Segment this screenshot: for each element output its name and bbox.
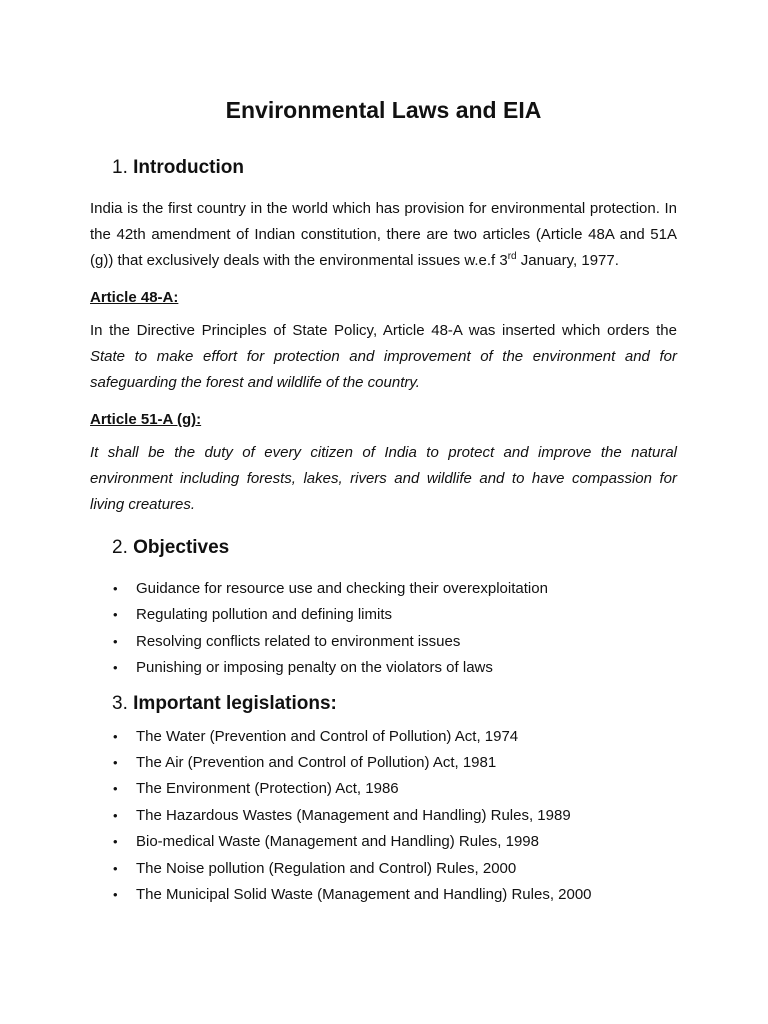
- intro-text: India is the first country in the world which has provision for environmental protection. In the 42th amendment of Indian constitution, there are two articles (Article 48A and 51A (g)) that exclusively deals with the environmental issues w.e.f 3: [90, 200, 677, 269]
- document-title: Environmental Laws and EIA: [225, 97, 542, 123]
- bullet-icon: •: [113, 834, 118, 850]
- intro-superscript: rd: [507, 251, 517, 262]
- bullet-icon: •: [113, 807, 118, 823]
- section-number: 3.: [112, 692, 128, 714]
- list-item: [90, 776, 677, 802]
- list-item-text: Regulating pollution and defining limits: [136, 606, 392, 624]
- intro-paragraph: [90, 196, 677, 274]
- bullet-icon: •: [113, 781, 118, 797]
- list-item-text: Punishing or imposing penalty on the violators of laws: [136, 659, 493, 677]
- list-item: [90, 602, 677, 628]
- list-item: [90, 655, 677, 681]
- list-item-text: The Municipal Solid Waste (Management and Handling) Rules, 2000: [136, 886, 592, 904]
- list-item: [90, 856, 677, 882]
- list-item-text: The Environment (Protection) Act, 1986: [136, 780, 399, 798]
- list-item-text: The Noise pollution (Regulation and Control) Rules, 2000: [136, 859, 517, 877]
- section-title: Important legislations:: [133, 692, 337, 714]
- section-heading-objectives: [90, 532, 677, 564]
- intro-text-end: January, 1977.: [516, 252, 619, 269]
- section-number: 1.: [112, 157, 128, 178]
- objectives-list: [90, 576, 677, 682]
- bullet-icon: •: [113, 660, 118, 676]
- article-48a-italic-text: State to make effort for protection and improvement of the environment and for safeguarding the forest and wildlife of the country.: [90, 348, 677, 391]
- list-item-text: Bio-medical Waste (Management and Handling) Rules, 1998: [136, 833, 539, 851]
- list-item: [90, 724, 677, 750]
- list-item-text: The Air (Prevention and Control of Pollution) Act, 1981: [136, 754, 497, 772]
- list-item: [90, 882, 677, 908]
- bullet-icon: •: [113, 607, 118, 623]
- article-51a-paragraph: [90, 440, 677, 518]
- list-item-text: Resolving conflicts related to environment issues: [136, 632, 461, 650]
- bullet-icon: •: [113, 860, 118, 876]
- bullet-icon: •: [113, 581, 118, 596]
- bullet-icon: •: [113, 887, 118, 903]
- section-title: Objectives: [133, 537, 230, 558]
- article-51a-heading: Article 51-A (g):: [90, 411, 202, 428]
- article-48a-paragraph: [90, 318, 677, 396]
- section-heading-legislations: [90, 688, 677, 720]
- article-51a-italic-text: It shall be the duty of every citizen of India to protect and improve the natural environment including forests, lakes, rivers and wildlife and to have compassion for living creatures.: [90, 444, 677, 513]
- section-number: 2.: [112, 537, 128, 558]
- list-item-text: Guidance for resource use and checking their overexploitation: [136, 580, 548, 597]
- bullet-icon: •: [113, 755, 118, 771]
- bullet-icon: •: [113, 633, 118, 649]
- bullet-icon: •: [113, 728, 118, 744]
- list-item: [90, 750, 677, 776]
- list-item-text: The Hazardous Wastes (Management and Handling) Rules, 1989: [136, 806, 571, 824]
- document-page: [90, 92, 677, 914]
- legislations-list: [90, 724, 677, 909]
- list-item: [90, 803, 677, 829]
- list-item: [90, 576, 677, 602]
- list-item: [90, 629, 677, 655]
- list-item-text: The Water (Prevention and Control of Pollution) Act, 1974: [136, 727, 519, 745]
- article-48a-text: In the Directive Principles of State Policy, Article 48-A was inserted which orders the: [90, 322, 677, 339]
- section-heading-introduction: [90, 152, 677, 184]
- section-title: Introduction: [133, 157, 244, 178]
- list-item: [90, 829, 677, 855]
- article-48a-heading: Article 48-A:: [90, 289, 179, 306]
